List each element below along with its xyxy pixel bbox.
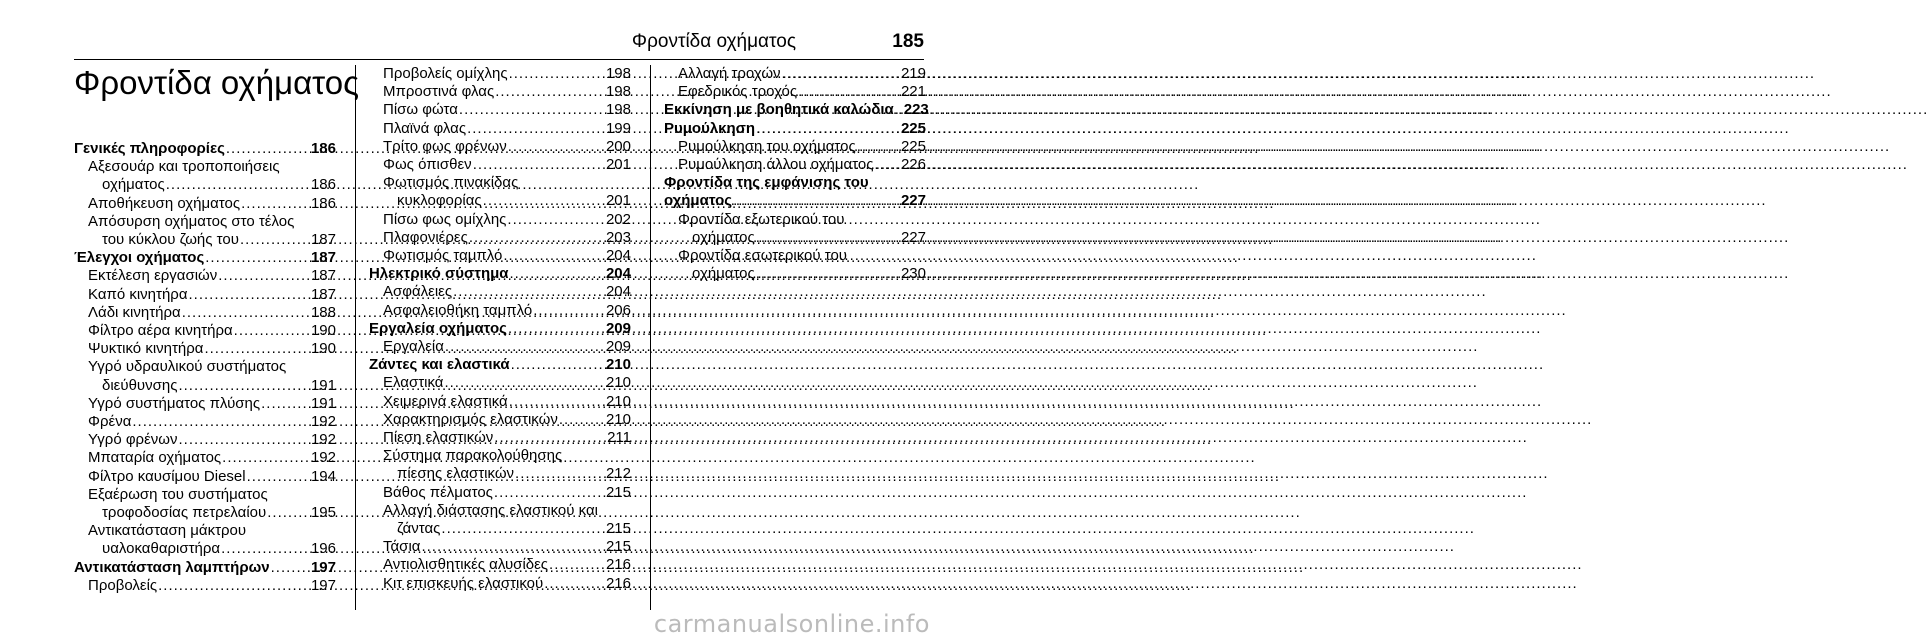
toc-entry-title: Φως όπισθεν <box>383 156 472 174</box>
toc-entry-page: 206 <box>605 301 631 319</box>
dot-leader <box>453 283 605 301</box>
toc-entry[interactable] <box>74 358 336 394</box>
toc-section-entry[interactable] <box>74 140 336 158</box>
toc-entry-page: 186 <box>310 176 336 194</box>
dot-leader <box>515 465 605 483</box>
toc-entry-page: 187 <box>310 231 336 249</box>
toc-entry-page: 227 <box>900 228 926 246</box>
toc-entry[interactable] <box>369 374 631 392</box>
toc-entry-title-line: Αντικατάσταση μάκτρου <box>88 522 247 540</box>
toc-entry[interactable] <box>74 304 336 322</box>
dot-leader <box>503 247 605 265</box>
toc-entry-page: 210 <box>605 392 631 410</box>
toc-entry-page: 198 <box>605 83 631 101</box>
toc-entry-page: 210 <box>605 410 631 428</box>
toc-entry[interactable] <box>664 156 926 174</box>
toc-entry-page: 199 <box>605 119 631 137</box>
toc-entry-page: 201 <box>605 192 631 210</box>
toc-entry[interactable] <box>664 247 926 283</box>
toc-entry-title-line: Φωτισμός πινακίδας <box>383 174 519 192</box>
toc-section-entry[interactable] <box>74 249 336 267</box>
toc-entry-title: Φωτισμός ταμπλό <box>383 247 503 265</box>
dot-leader <box>261 395 310 413</box>
toc-entry-title: Ζάντες και ελαστικά <box>369 356 510 374</box>
toc-entry-page: 221 <box>900 83 926 101</box>
toc-entry-title: Ρυμούλκηση του οχήματος <box>678 137 856 155</box>
toc-entry-title: Ρυμούλκηση άλλου οχήματος <box>678 156 874 174</box>
toc-entry-title: Τάσια <box>383 538 421 556</box>
toc-entry[interactable] <box>369 338 631 356</box>
toc-entry[interactable] <box>74 213 336 249</box>
toc-entry-page: 215 <box>605 483 631 501</box>
toc-entry-title-line: Φροντίδα της εμφάνισης του <box>664 174 869 192</box>
toc-entry-title: Βάθος πέλματος <box>383 483 493 501</box>
toc-entry-page: 215 <box>605 538 631 556</box>
toc-entry-title: Ασφάλειες <box>383 283 453 301</box>
dot-leader <box>798 83 900 101</box>
toc-entry-page: 198 <box>605 101 631 119</box>
toc-entry-page: 201 <box>605 156 631 174</box>
toc-entry[interactable] <box>369 101 631 119</box>
toc-entry-page: 196 <box>310 540 336 558</box>
toc-entry-page: 204 <box>605 247 631 265</box>
toc-entry-page: 186 <box>310 140 336 157</box>
watermark-text: carmanualsonline.info <box>653 610 930 638</box>
dot-leader <box>182 304 310 322</box>
toc-entry-page: 200 <box>605 137 631 155</box>
toc-entry-page: 195 <box>310 504 336 522</box>
toc-entry-page: 210 <box>605 374 631 392</box>
toc-entry[interactable] <box>369 65 631 83</box>
toc-entry-page: 187 <box>310 285 336 303</box>
toc-entry-page: 197 <box>310 558 336 576</box>
toc-entry-title: τροφοδοσίας πετρελαίου <box>102 504 267 522</box>
dot-leader <box>445 338 605 356</box>
toc-entry-page: 190 <box>310 322 336 340</box>
toc-entry-title: Μπαταρία οχήματος <box>88 449 222 467</box>
toc-entry-title: οχήματος <box>664 192 733 210</box>
toc-entry-page: 187 <box>310 267 336 285</box>
toc-section-entry[interactable] <box>74 559 336 577</box>
toc-entry-title-line: Απόσυρση οχήματος στο τέλος <box>88 212 295 230</box>
toc-entry[interactable] <box>74 468 336 486</box>
toc-entry-title: πίεσης ελαστικών <box>397 465 515 483</box>
toc-entry-title: Εκτέλεση εργασιών <box>88 267 218 285</box>
dot-leader <box>507 211 605 229</box>
toc-entry[interactable] <box>74 267 336 285</box>
toc-entry-page: 203 <box>605 228 631 246</box>
dot-leader <box>240 231 310 249</box>
dot-leader <box>469 229 605 247</box>
toc-entry[interactable] <box>74 322 336 340</box>
toc-entry[interactable] <box>369 447 631 483</box>
toc-column-3 <box>664 65 929 283</box>
toc-entry-title: Χειμερινά ελαστικά <box>383 392 508 410</box>
dot-leader <box>559 411 605 429</box>
toc-entry-title-line: Σύστημα παρακολούθησης <box>383 447 563 465</box>
toc-entry[interactable] <box>74 431 336 449</box>
toc-entry-title-line: Υγρό υδραυλικού συστήματος <box>88 358 287 376</box>
toc-entry[interactable] <box>74 577 336 595</box>
toc-entry-title: Τρίτο φως φρένων <box>383 137 507 155</box>
toc-entry[interactable] <box>664 211 926 247</box>
toc-entry-title: του κύκλου ζωής του <box>102 231 239 249</box>
toc-entry-title: Κιτ επισκευής ελαστικού <box>383 574 544 592</box>
toc-entry-page: 192 <box>310 413 336 431</box>
toc-entry[interactable] <box>369 411 631 429</box>
toc-entry[interactable] <box>369 120 631 138</box>
toc-entry[interactable] <box>369 393 631 411</box>
dot-leader <box>510 265 605 283</box>
toc-entry[interactable] <box>369 502 631 538</box>
toc-entry-page: 211 <box>607 429 631 447</box>
toc-entry[interactable] <box>369 156 631 174</box>
toc-entry-title: Ασφαλειοθήκη ταμπλό <box>383 301 533 319</box>
toc-entry[interactable] <box>74 158 336 194</box>
toc-entry-page: 198 <box>605 65 631 82</box>
toc-entry-page: 202 <box>605 210 631 228</box>
toc-entry-title: Ρυμούλκηση <box>664 119 756 137</box>
toc-entry-page: 194 <box>310 467 336 485</box>
toc-entry[interactable] <box>74 522 336 558</box>
dot-leader <box>247 468 310 486</box>
dot-leader <box>483 192 605 210</box>
toc-entry-page: 226 <box>900 156 926 174</box>
toc-section-entry[interactable] <box>664 120 926 138</box>
toc-section-entry[interactable] <box>369 356 631 374</box>
toc-entry[interactable] <box>369 229 631 247</box>
toc-entry-page: 191 <box>310 376 336 394</box>
toc-entry-title: οχήματος <box>102 176 165 194</box>
toc-entry-title: Προβολείς <box>88 576 158 594</box>
toc-section-entry[interactable] <box>369 265 631 283</box>
toc-entry[interactable] <box>369 83 631 101</box>
toc-entry-page: 192 <box>310 431 336 449</box>
toc-entry-page: 186 <box>310 194 336 212</box>
dot-leader <box>509 65 605 83</box>
toc-entry-title: Φίλτρο αέρα κινητήρα <box>88 322 233 340</box>
toc-entry[interactable] <box>369 556 631 574</box>
toc-entry-page: 192 <box>310 449 336 467</box>
dot-leader <box>444 374 605 392</box>
toc-entry[interactable] <box>369 211 631 229</box>
dot-leader <box>234 322 310 340</box>
toc-entry-title: Φρένα <box>88 413 132 431</box>
dot-leader <box>441 520 605 538</box>
toc-section-entry[interactable] <box>664 101 929 119</box>
dot-leader <box>756 120 900 138</box>
dot-leader <box>874 156 900 174</box>
dot-leader <box>549 556 605 574</box>
toc-entry-page: 223 <box>903 101 929 119</box>
toc-entry[interactable] <box>74 413 336 431</box>
toc-section-entry[interactable] <box>369 320 631 338</box>
toc-entry-title: Χαρακτηρισμός ελαστικών <box>383 410 558 428</box>
dot-leader <box>166 176 310 194</box>
toc-entry-page: 225 <box>900 119 926 137</box>
toc-entry[interactable] <box>74 486 336 522</box>
toc-entry-title: Ψυκτικό κινητήρα <box>88 340 204 358</box>
toc-entry-title: Μπροστινά φλας <box>383 83 495 101</box>
toc-entry-title: Καπό κινητήρα <box>88 285 188 303</box>
toc-entry[interactable] <box>369 283 631 301</box>
toc-entry[interactable] <box>369 247 631 265</box>
toc-entry-page: 204 <box>605 265 631 283</box>
dot-leader <box>544 575 605 593</box>
toc-entry-page: 215 <box>605 520 631 538</box>
toc-entry-title-line: Φροντίδα εξωτερικού του <box>678 210 845 228</box>
toc-entry-page: 197 <box>310 576 336 594</box>
dot-leader <box>189 286 310 304</box>
page-number: 185 <box>892 31 924 52</box>
toc-entry[interactable] <box>369 429 631 447</box>
dot-leader <box>533 302 605 320</box>
toc-entry-title: Πλαφονιέρες <box>383 228 468 246</box>
toc-entry[interactable] <box>369 138 631 156</box>
dot-leader <box>473 156 605 174</box>
dot-leader <box>179 431 310 449</box>
toc-entry[interactable] <box>664 138 926 156</box>
toc-entry-title: Προβολείς ομίχλης <box>383 65 508 82</box>
dot-leader <box>178 377 310 395</box>
dot-leader <box>218 267 310 285</box>
toc-column-2 <box>369 65 631 593</box>
running-header <box>74 0 924 60</box>
toc-entry-title-line: Εξαέρωση του συστήματος <box>88 485 268 503</box>
toc-entry-page: 230 <box>900 265 926 283</box>
dot-leader <box>756 265 900 283</box>
toc-entry-page: 216 <box>605 556 631 574</box>
running-header-title: Φροντίδα οχήματος <box>631 31 796 52</box>
toc-entry-page: 204 <box>605 283 631 301</box>
toc-entry-title: οχήματος <box>692 265 755 283</box>
toc-entry[interactable] <box>369 302 631 320</box>
dot-leader <box>204 340 310 358</box>
toc-entry[interactable] <box>74 195 336 213</box>
toc-entry-title: Αντιολισθητικές αλυσίδες <box>383 556 549 574</box>
toc-entry[interactable] <box>369 484 631 502</box>
toc-entry[interactable] <box>74 286 336 304</box>
toc-column-1 <box>74 140 336 595</box>
toc-entry-title: Εκκίνηση με βοηθητικά καλώδια <box>664 101 894 119</box>
toc-entry-page: 190 <box>310 340 336 358</box>
toc-entry-title: Αποθήκευση οχήματος <box>88 194 241 212</box>
toc-entry-title: Υγρό φρένων <box>88 431 178 449</box>
toc-entry-title: υαλοκαθαριστήρα <box>102 540 221 558</box>
toc-entry-page: 191 <box>310 394 336 412</box>
toc-entry-title: Εργαλεία οχήματος <box>369 319 507 337</box>
toc-entry-page: 210 <box>605 356 631 374</box>
toc-entry-title: Ηλεκτρικό σύστημα <box>369 265 509 283</box>
dot-leader <box>495 83 605 101</box>
dot-leader <box>267 504 310 522</box>
toc-entry-title: Υγρό συστήματος πλύσης <box>88 394 261 412</box>
dot-leader <box>494 429 606 447</box>
toc-entry-page: 227 <box>900 192 926 210</box>
dot-leader <box>421 538 605 556</box>
dot-leader <box>271 559 310 577</box>
toc-entry-page: 209 <box>605 319 631 337</box>
toc-entry[interactable] <box>664 83 926 101</box>
chapter-title: Φροντίδα οχήματος <box>74 64 359 101</box>
dot-leader <box>782 65 900 83</box>
toc-entry-title: Λάδι κινητήρα <box>88 303 181 321</box>
toc-entry-title: Αλλαγή τροχών <box>678 65 781 82</box>
toc-entry-title-line: Αλλαγή διάστασης ελαστικού και <box>383 501 598 519</box>
dot-leader <box>733 192 900 210</box>
dot-leader <box>205 249 310 267</box>
toc-entry-title-line: Αξεσουάρ και τροποποιήσεις <box>88 158 280 176</box>
dot-leader <box>132 413 310 431</box>
toc-entry-title-line: Φροντίδα εσωτερικού του <box>678 247 847 265</box>
dot-leader <box>221 540 310 558</box>
toc-entry-page: 216 <box>605 574 631 592</box>
dot-leader <box>857 138 900 156</box>
toc-entry[interactable] <box>369 174 631 210</box>
manual-page <box>0 0 960 642</box>
toc-entry-title: Έλεγχοι οχήματος <box>74 249 205 267</box>
dot-leader <box>226 140 310 158</box>
dot-leader <box>222 449 310 467</box>
toc-entry-page: 219 <box>900 65 926 82</box>
toc-entry-title: Φίλτρο καυσίμου Diesel <box>88 467 246 485</box>
toc-entry-title: Γενικές πληροφορίες <box>74 140 225 157</box>
toc-entry-title: Αντικατάσταση λαμπτήρων <box>74 558 270 576</box>
dot-leader <box>511 356 605 374</box>
toc-entry-page: 188 <box>310 303 336 321</box>
toc-entry[interactable] <box>664 65 926 83</box>
toc-entry-page: 209 <box>605 338 631 356</box>
toc-entry-title: Εργαλεία <box>383 338 444 356</box>
dot-leader <box>467 120 605 138</box>
toc-entry-title: Πλαϊνά φλας <box>383 119 467 137</box>
toc-entry[interactable] <box>74 395 336 413</box>
dot-leader <box>158 577 310 595</box>
toc-entry-title: Πίσω φώτα <box>383 101 458 119</box>
toc-entry[interactable] <box>74 340 336 358</box>
toc-section-entry[interactable] <box>664 174 926 210</box>
toc-entry-page: 187 <box>310 249 336 267</box>
toc-entry-title: Ελαστικά <box>383 374 444 392</box>
toc-entry-title: Πίεση ελαστικών <box>383 429 494 447</box>
dot-leader <box>241 195 310 213</box>
dot-leader <box>509 393 605 411</box>
toc-entry-title: οχήματος <box>692 228 755 246</box>
toc-entry-page: 212 <box>605 465 631 483</box>
toc-entry[interactable] <box>369 538 631 556</box>
dot-leader <box>508 320 605 338</box>
toc-entry-title: κυκλοφορίας <box>397 192 482 210</box>
toc-entry[interactable] <box>74 449 336 467</box>
dot-leader <box>756 229 900 247</box>
dot-leader <box>494 484 605 502</box>
toc-entry[interactable] <box>369 575 631 593</box>
toc-entry-title: διεύθυνσης <box>102 376 178 394</box>
toc-entry-title: Εφεδρικός τροχός <box>678 83 798 101</box>
toc-entry-title: ζάντας <box>397 520 441 538</box>
toc-entry-page: 225 <box>900 137 926 155</box>
dot-leader <box>459 101 605 119</box>
dot-leader <box>895 101 903 119</box>
toc-entry-title: Πίσω φως ομίχλης <box>383 210 507 228</box>
dot-leader <box>508 138 605 156</box>
